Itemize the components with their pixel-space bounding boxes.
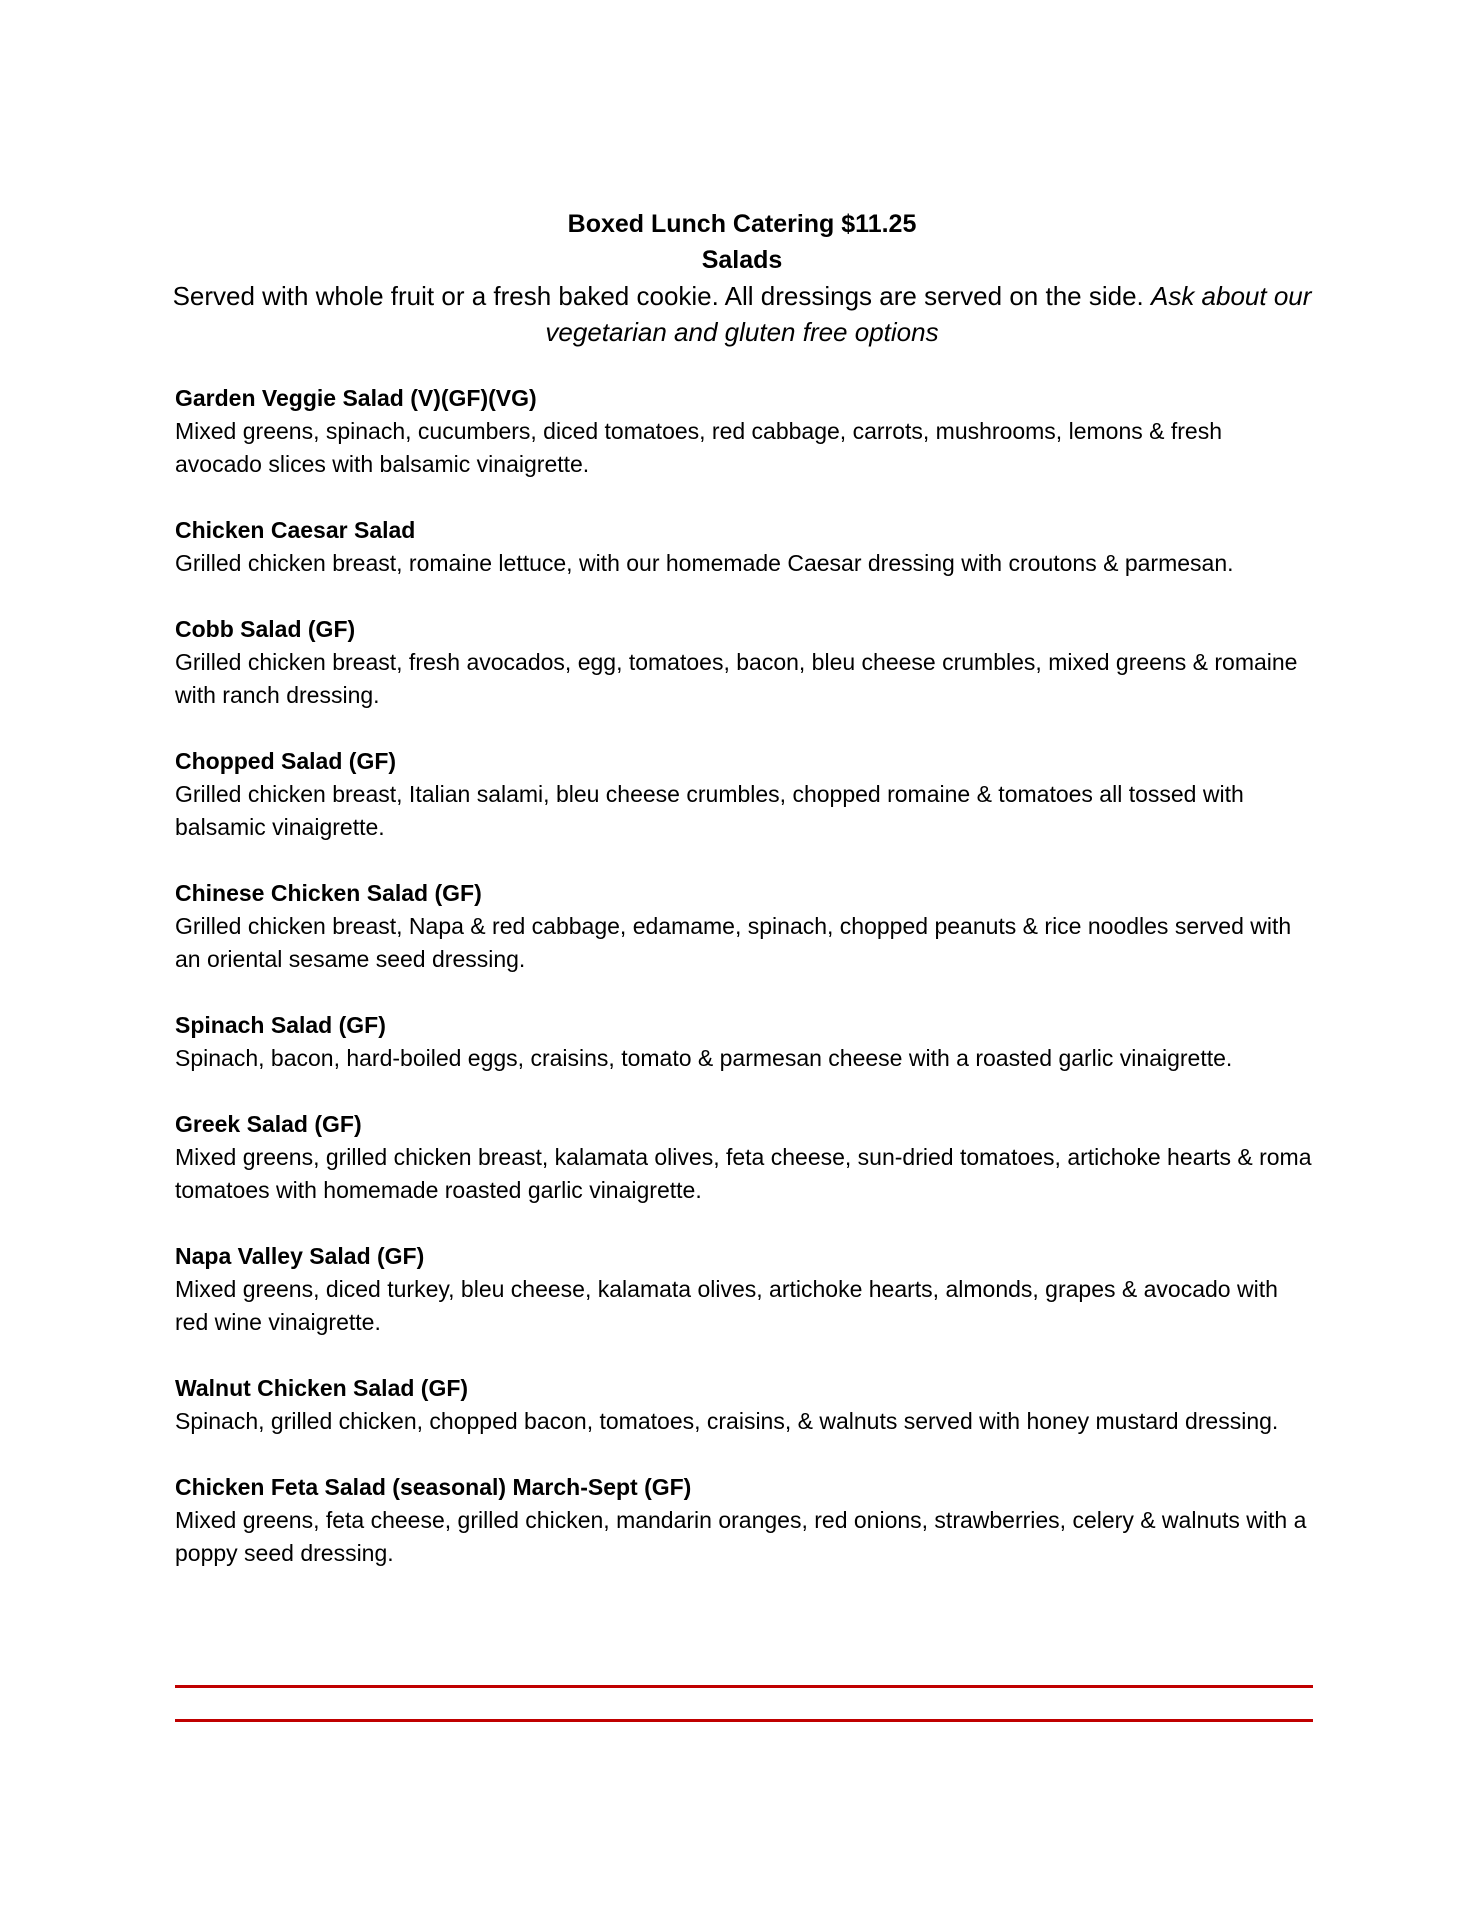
list-item [175,1009,1315,1075]
menu-header [170,206,1314,350]
item-name: Napa Valley Salad (GF) [175,1243,425,1269]
red-divider-line [175,1719,1313,1722]
intro-italic: Ask about our vegetarian and gluten free options [545,281,1312,347]
salad-list [175,382,1315,1603]
item-description: Spinach, bacon, hard-boiled eggs, craisins, tomato & parmesan cheese with a roasted garlic vinaigrette. [175,1045,1233,1071]
list-item [175,745,1315,844]
page-title: Boxed Lunch Catering $11.25 [567,210,917,238]
item-description: Mixed greens, diced turkey, bleu cheese, kalamata olives, artichoke hearts, almonds, grapes & avocado with red wine vinaigrette. [175,1276,1278,1335]
item-name: Chopped Salad (GF) [175,748,397,774]
item-description: Mixed greens, spinach, cucumbers, diced tomatoes, red cabbage, carrots, mushrooms, lemons & fresh avocado slices with balsamic vinaigrette. [175,418,1222,477]
item-name: Spinach Salad (GF) [175,1012,386,1038]
red-divider-line [175,1685,1313,1688]
item-description: Grilled chicken breast, fresh avocados, egg, tomatoes, bacon, bleu cheese crumbles, mixed greens & romaine with ranch dressing. [175,649,1298,708]
item-name: Walnut Chicken Salad (GF) [175,1375,469,1401]
item-description: Grilled chicken breast, Italian salami, bleu cheese crumbles, chopped romaine & tomatoes all tossed with balsamic vinaigrette. [175,781,1244,840]
intro-text [170,278,1314,350]
item-name: Garden Veggie Salad (V)(GF)(VG) [175,385,537,411]
list-item [175,382,1315,481]
list-item [175,1240,1315,1339]
item-description: Spinach, grilled chicken, chopped bacon, tomatoes, craisins, & walnuts served with honey mustard dressing. [175,1408,1279,1434]
item-name: Chicken Caesar Salad [175,517,416,543]
list-item [175,1108,1315,1207]
item-name: Cobb Salad (GF) [175,616,356,642]
list-item [175,1471,1315,1570]
footer-rules [175,1685,1313,1753]
item-description: Mixed greens, grilled chicken breast, kalamata olives, feta cheese, sun-dried tomatoes, artichoke hearts & roma tomatoes with homemade roasted garlic vinaigrette. [175,1144,1312,1203]
list-item [175,514,1315,580]
item-name: Chicken Feta Salad (seasonal) March-Sept (GF) [175,1474,692,1500]
section-title: Salads [701,246,783,274]
list-item [175,613,1315,712]
item-name: Chinese Chicken Salad (GF) [175,880,482,906]
item-name: Greek Salad (GF) [175,1111,362,1137]
list-item [175,877,1315,976]
list-item [175,1372,1315,1438]
intro-plain: Served with whole fruit or a fresh baked cookie. All dressings are served on the side. [172,281,1151,311]
item-description: Grilled chicken breast, Napa & red cabbage, edamame, spinach, chopped peanuts & rice noodles served with an oriental sesame seed dressing. [175,913,1292,972]
item-description: Grilled chicken breast, romaine lettuce, with our homemade Caesar dressing with croutons & parmesan. [175,550,1234,576]
item-description: Mixed greens, feta cheese, grilled chicken, mandarin oranges, red onions, strawberries, celery & walnuts with a poppy seed dressing. [175,1507,1307,1566]
